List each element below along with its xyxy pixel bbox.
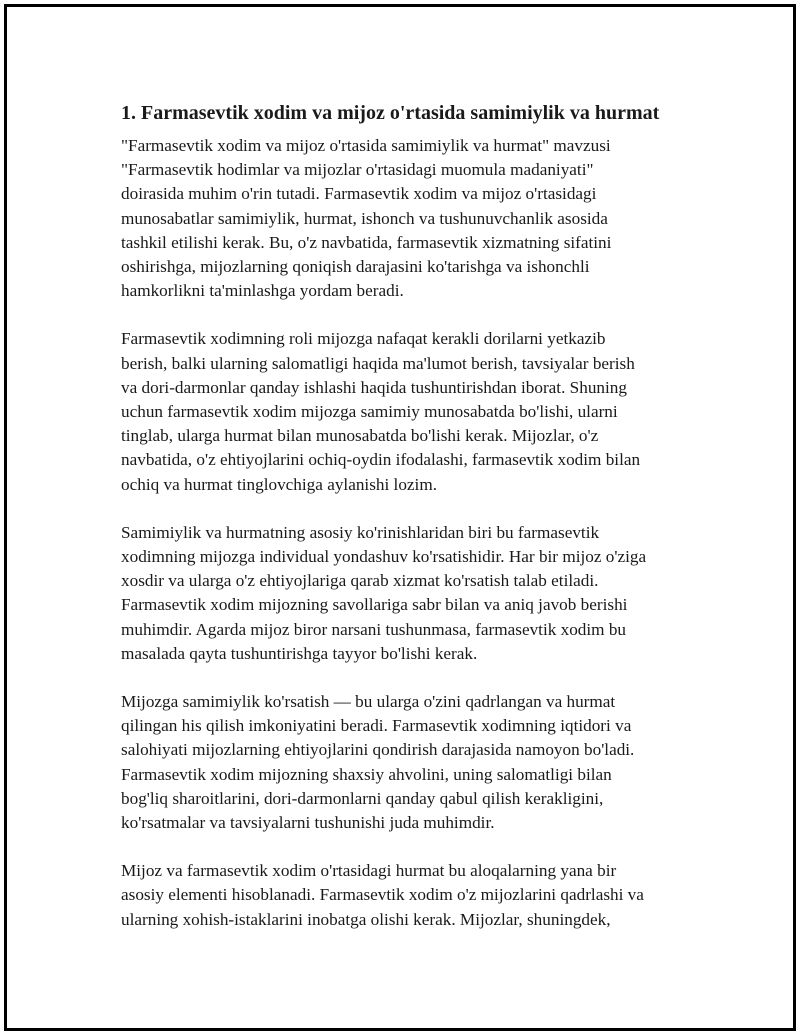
text-line: masalada qayta tushuntirishga tayyor bo'lishi kerak. [121,643,478,663]
text-line: Mijozga samimiylik ko'rsatish — bu ularga o'zini qadrlangan va hurmat [121,692,616,712]
text-line: hamkorlikni ta'minlashga yordam beradi. [121,281,404,301]
text-line: qilingan his qilish imkoniyatini beradi. Farmasevtik xodimning iqtidori va [121,716,632,736]
text-line: navbatida, o'z ehtiyojlarini ochiq-oydin ifodalashi, farmasevtik xodim bilan [121,450,641,470]
text-line: doirasida muhim o'rin tutadi. Farmasevtik xodim va mijoz o'rtasidagi [121,184,597,204]
text-line: tashkil etilishi kerak. Bu, o'z navbatida, farmasevtik xizmatning sifatini [121,232,612,252]
paragraph-2 [121,327,711,496]
text-line: xosdir va ularga o'z ehtiyojlariga qarab xizmat ko'rsatish talab etiladi. [121,571,599,591]
text-line: "Farmasevtik hodimlar va mijozlar o'rtasidagi muomula madaniyati" [121,160,594,180]
text-line: Mijoz va farmasevtik xodim o'rtasidagi hurmat bu aloqalarning yana bir [121,861,617,881]
text-line: bog'liq sharoitlarini, dori-darmonlarni qanday qabul qilish kerakligini, [121,788,604,808]
text-line: salohiyati mijozlarning ehtiyojlarini qondirish darajasida namoyon bo'ladi. [121,740,635,760]
paragraph-3 [121,521,711,666]
text-line: munosabatlar samimiylik, hurmat, ishonch va tushunuvchanlik asosida [121,208,608,228]
text-line: berish, balki ularning salomatligi haqida ma'lumot berish, tavsiyalar berish [121,353,635,373]
paragraph-4 [121,690,711,835]
text-line: uchun farmasevtik xodim mijozga samimiy munosabatda bo'lishi, ularni [121,402,618,422]
text-line: ochiq va hurmat tinglovchiga aylanishi lozim. [121,474,437,494]
text-line: asosiy elementi hisoblanadi. Farmasevtik xodim o'z mijozlarini qadrlashi va [121,885,644,905]
text-line: tinglab, ularga hurmat bilan munosabatda bo'lishi kerak. Mijozlar, o'z [121,426,599,446]
text-line: ko'rsatmalar va tavsiyalarni tushunishi juda muhimdir. [121,813,495,833]
text-line: va dori-darmonlar qanday ishlashi haqida tushuntirishdan iborat. Shuning [121,377,627,397]
text-line: ularning xohish-istaklarini inobatga olishi kerak. Mijozlar, shuningdek, [121,909,611,929]
text-line: xodimning mijozga individual yondashuv ko'rsatishidir. Har bir mijoz o'ziga [121,547,647,567]
text-line: Farmasevtik xodimning roli mijozga nafaqat kerakli dorilarni yetkazib [121,329,606,349]
text-line: oshirishga, mijozlarning qoniqish darajasini ko'tarishga va ishonchli [121,257,590,277]
text-line: "Farmasevtik xodim va mijoz o'rtasida samimiylik va hurmat" mavzusi [121,136,611,155]
text-line: Farmasevtik xodim mijozning shaxsiy ahvolini, uning salomatligi bilan [121,764,612,784]
paragraph-1 [121,134,711,303]
text-line: Farmasevtik xodim mijozning savollariga sabr bilan va aniq javob berishi [121,595,628,615]
page-frame [4,4,796,1031]
document-body [121,100,711,956]
text-line: Samimiylik va hurmatning asosiy ko'rinishlaridan biri bu farmasevtik [121,522,600,542]
text-line: muhimdir. Agarda mijoz biror narsani tushunmasa, farmasevtik xodim bu [121,619,627,639]
section-heading: 1. Farmasevtik xodim va mijoz o'rtasida samimiylik va hurmat [121,102,660,124]
paragraph-5 [121,859,711,932]
